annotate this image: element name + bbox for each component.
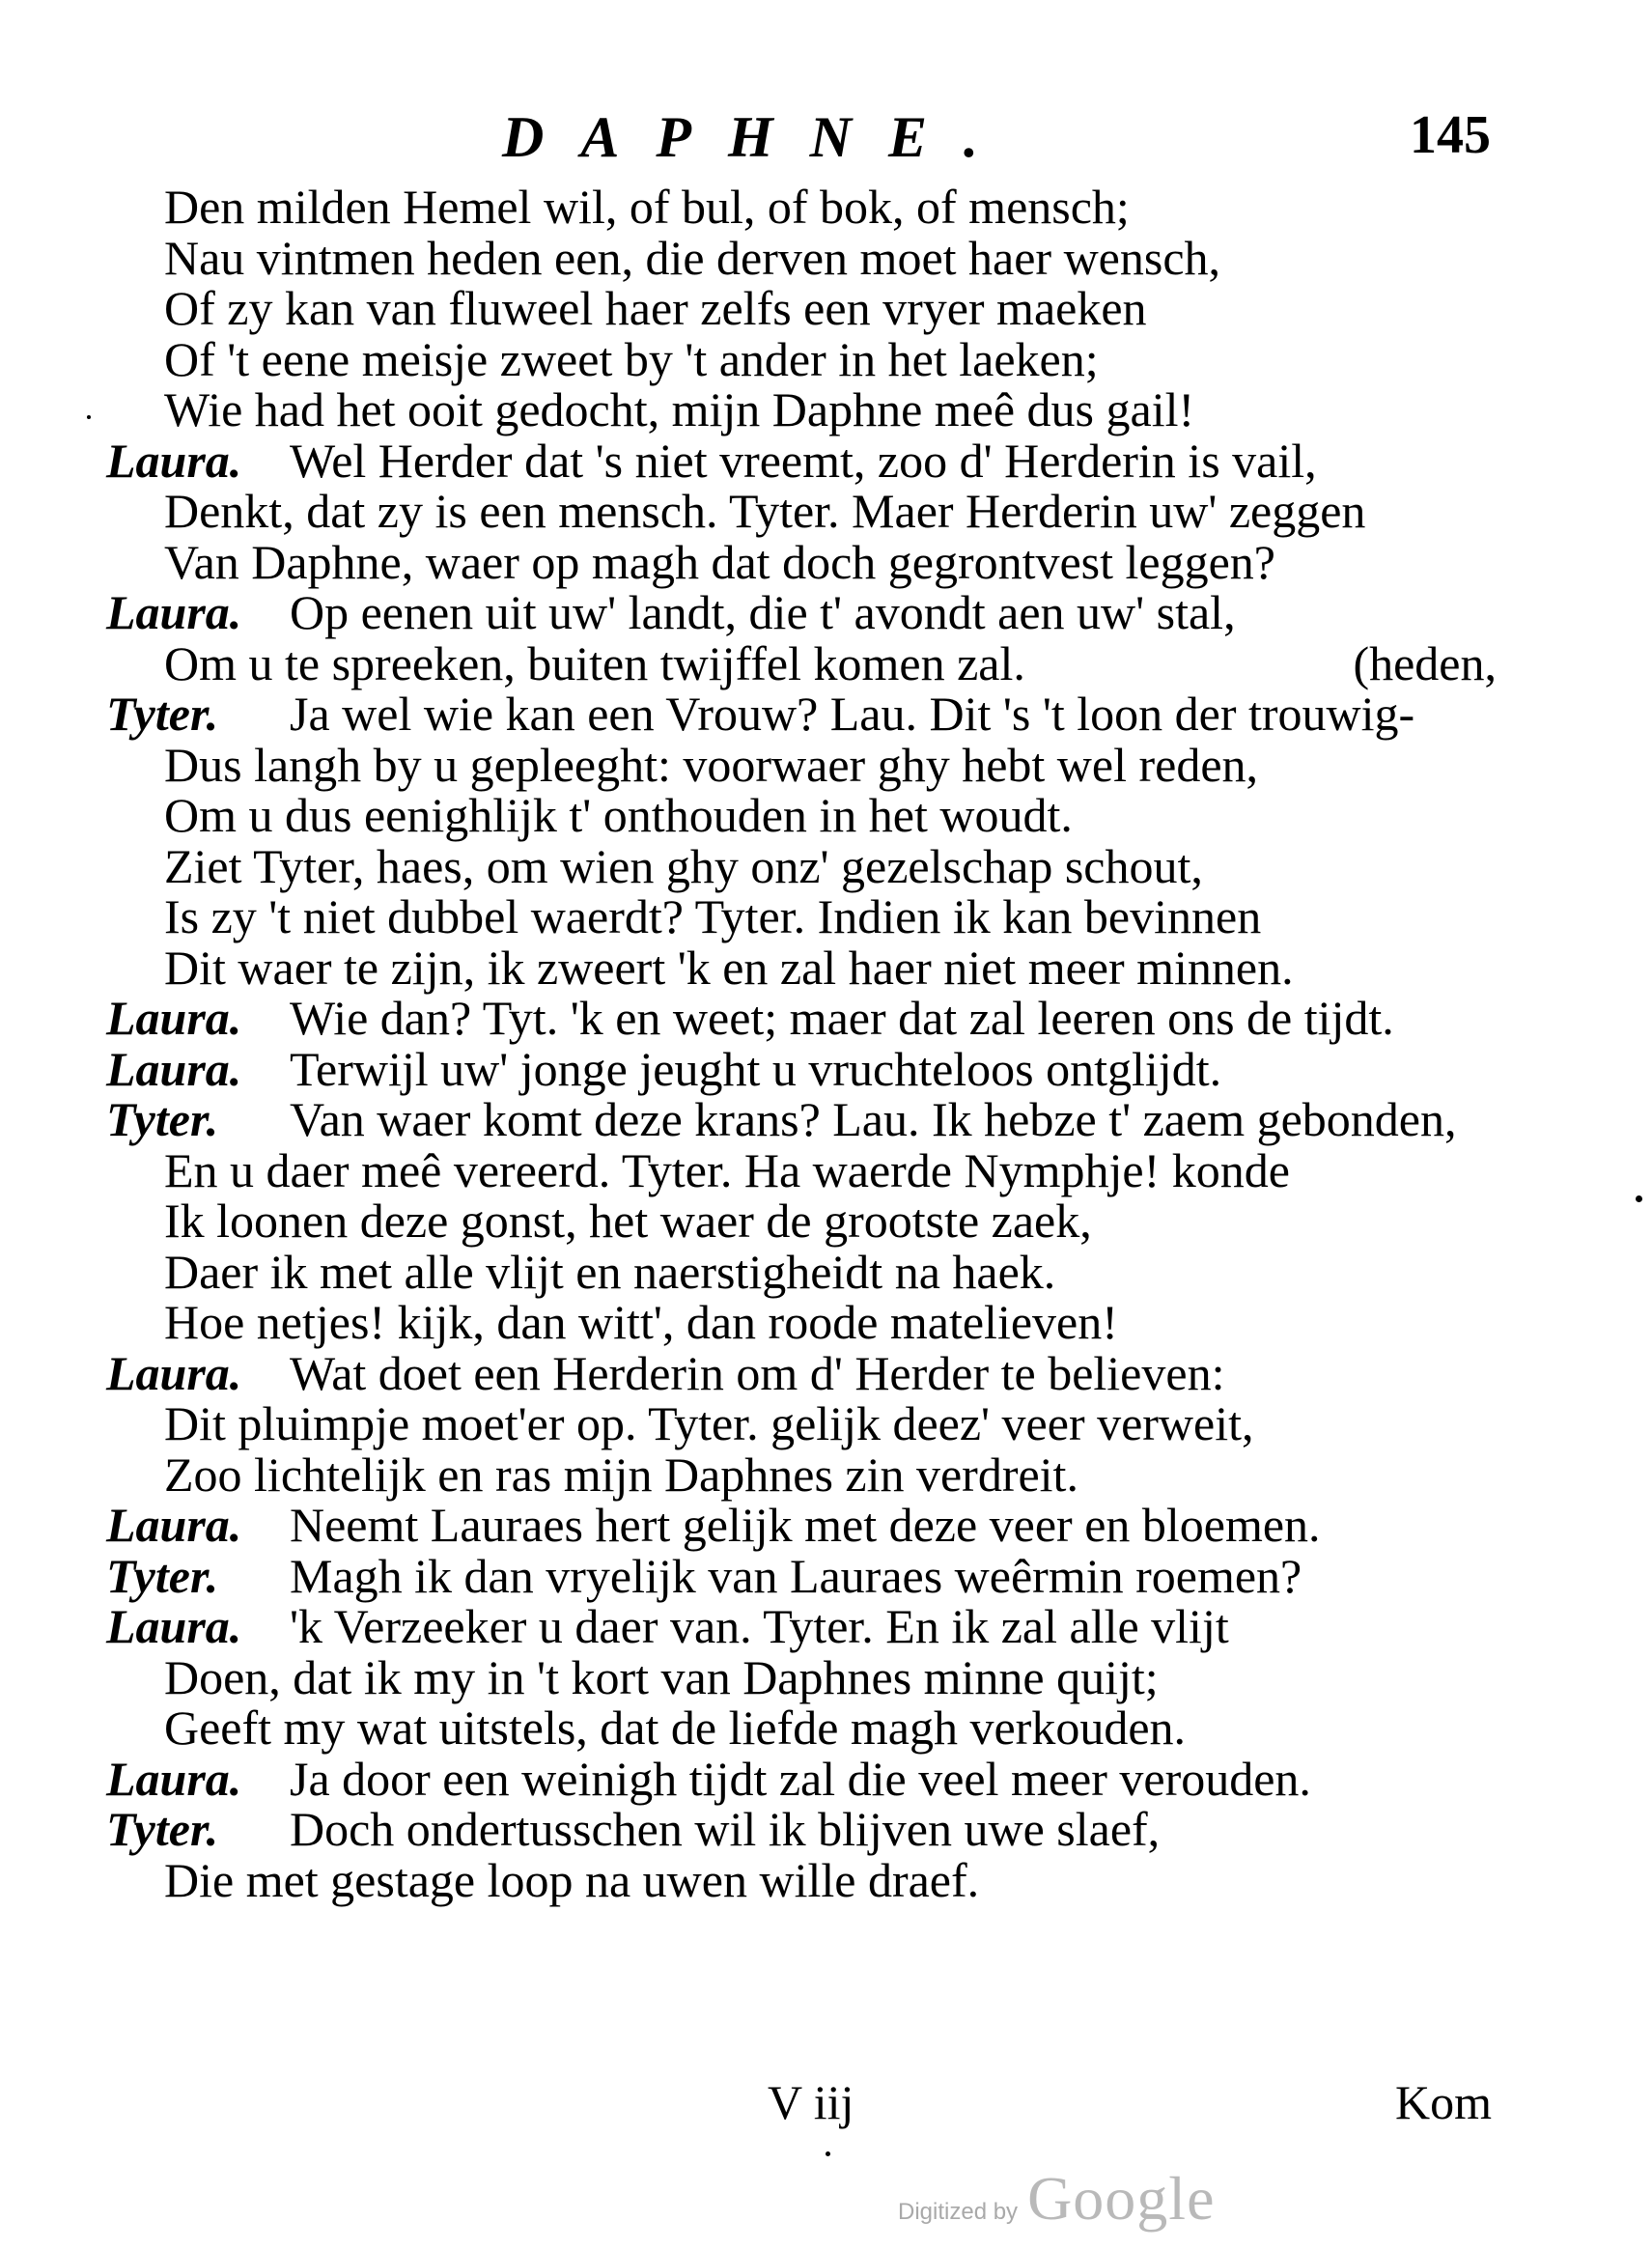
verse-line [106,1195,1535,1247]
signature-mark: V iij [768,2075,854,2129]
verse-line [106,942,1535,994]
verse-text: Ik loonen deze gonst, het waer de grootste zaek, [164,1194,1092,1248]
verse-text: Geeft my wat uitstels, dat de liefde magh verkouden. [164,1701,1187,1755]
speaker-name: Laura. [106,991,242,1045]
verse-line [106,891,1535,942]
verse-line [106,1751,1535,1806]
verse-text: Dus langh by u gepleeght: voorwaer ghy hebt wel reden, [164,737,1259,792]
verse-text: Op eenen uit uw' landt, die t' avondt aen uw' stal, [290,585,1236,639]
verse-line [106,1601,1535,1652]
verse-text: Om u dus eenighlijk t' onthouden in het woudt. [164,788,1073,842]
verse-line [106,433,1535,488]
verse-text: 'k Verzeeker u daer van. Tyter. En ik zal alle vlijt [290,1599,1229,1653]
digitized-by-label: Digitized by [898,2199,1019,2225]
verse-text: Of zy kan van fluweel haer zelfs een vryer maeken [164,281,1147,335]
verse-line [106,1297,1535,1348]
verse-text: Van waer komt deze krans? Lau. Ik hebze t' zaem gebonden, [290,1092,1457,1146]
verse-line [106,993,1535,1044]
ink-speck [1636,1195,1642,1202]
verse-text: Van Daphne, waer op magh dat doch gegrontvest leggen? [164,534,1276,589]
verse-text: Dit waer te zijn, ik zweert 'k en zal haer niet meer minnen. [164,940,1294,995]
verse-text: Wel Herder dat 's niet vreemt, zoo d' Herderin is vail, [290,433,1317,488]
catchword: Kom [1395,2075,1492,2129]
page-number: 145 [1410,105,1491,165]
verse-text: Ja wel wie kan een Vrouw? Lau. Dit 's 't loon der trouwig- [290,687,1415,741]
speaker-name: Tyter. [106,1092,219,1146]
verse-line [106,331,1535,386]
speaker-name: Laura. [106,433,242,488]
verse-text: Daer ik met alle vlijt en naerstigheidt na haek. [164,1244,1056,1299]
verse-line [106,1142,1535,1197]
verse-text: Of 't eene meisje zweet by 't ander in het laeken; [164,331,1099,386]
verse-line [106,1548,1535,1603]
speaker-name: Laura. [106,1345,242,1400]
verse-line [106,587,1535,638]
verse-text: Dit pluimpje moet'er op. Tyter. gelijk deez' veer verweit, [164,1396,1254,1450]
verse-line [106,737,1535,792]
verse-text: Doch ondertusschen wil ik blijven uwe slaef, [290,1802,1161,1856]
verse-text: Is zy 't niet dubbel waerdt? Tyter. Indien ik kan bevinnen [164,889,1262,943]
verse-text: Wie had het ooit gedocht, mijn Daphne meê dus gail! [164,382,1195,436]
speaker-name: Laura. [106,585,242,639]
verse-line [106,1804,1535,1855]
verse-text: Magh ik dan vryelijk van Lauraes weêrmin roemen? [290,1548,1302,1603]
verse-text: Ja door een weinigh tijdt zal die veel meer verouden. [290,1751,1311,1806]
verse-line [106,838,1535,893]
verse-line [106,534,1535,589]
verse-block [106,182,1535,1905]
verse-text: Denkt, dat zy is een mensch. Tyter. Maer Herderin uw' zeggen [164,484,1366,538]
speaker-name: Laura. [106,1751,242,1806]
verse-text: Zoo lichtelijk en ras mijn Daphnes zin verdreit. [164,1447,1078,1502]
verse-text: Om u te spreeken, buiten twijffel komen zal. [164,635,1025,690]
verse-line [106,1345,1535,1400]
verse-line [106,635,1535,690]
verse-line [106,1449,1535,1501]
speaker-name: Tyter. [106,687,219,741]
speaker-name: Laura. [106,1041,242,1096]
digitized-watermark [898,2163,1215,2235]
google-logo: Google [1027,2164,1216,2233]
speaker-name: Laura. [106,1599,242,1653]
verse-line [106,486,1535,537]
verse-text: Den milden Hemel wil, of bul, of bok, of mensch; [164,180,1130,234]
speaker-name: Tyter. [106,1802,219,1856]
verse-line [106,790,1535,841]
verse-line [106,283,1535,334]
verse-carryover: (heden, [1353,635,1497,690]
verse-text: Neemt Lauraes hert gelijk met deze veer en bloemen. [290,1498,1321,1552]
verse-line [106,384,1535,436]
verse-text: Nau vintmen heden een, die derven moet haer wensch, [164,230,1221,285]
verse-text: Wat doet een Herderin om d' Herder te believen: [290,1345,1225,1400]
verse-text: Wie dan? Tyt. 'k en weet; maer dat zal leeren ons de tijdt. [290,991,1394,1045]
verse-line [106,1041,1535,1096]
verse-line [106,182,1535,233]
running-title: DAPHNE. [502,105,1016,169]
verse-text: Terwijl uw' jonge jeught u vruchteloos ontglijdt. [290,1041,1222,1096]
verse-line [106,1852,1535,1907]
verse-line [106,689,1535,740]
verse-text: Hoe netjes! kijk, dan witt', dan roode matelieven! [164,1295,1118,1349]
speaker-name: Laura. [106,1498,242,1552]
verse-line [106,1244,1535,1299]
verse-line [106,1094,1535,1145]
verse-line [106,1398,1535,1449]
verse-line [106,230,1535,285]
verse-line [106,1649,1535,1704]
verse-text: Die met gestage loop na uwen wille draef. [164,1852,980,1907]
verse-line [106,1500,1535,1551]
verse-text: En u daer meê vereerd. Tyter. Ha waerde Nymphje! konde [164,1142,1290,1197]
ink-speck [87,415,91,419]
verse-text: Ziet Tyter, haes, om wien ghy onz' gezelschap schout, [164,838,1203,893]
verse-line [106,1702,1535,1754]
verse-text: Doen, dat ik my in 't kort van Daphnes minne quijt; [164,1649,1159,1704]
speaker-name: Tyter. [106,1548,219,1603]
ink-speck [826,2151,830,2156]
